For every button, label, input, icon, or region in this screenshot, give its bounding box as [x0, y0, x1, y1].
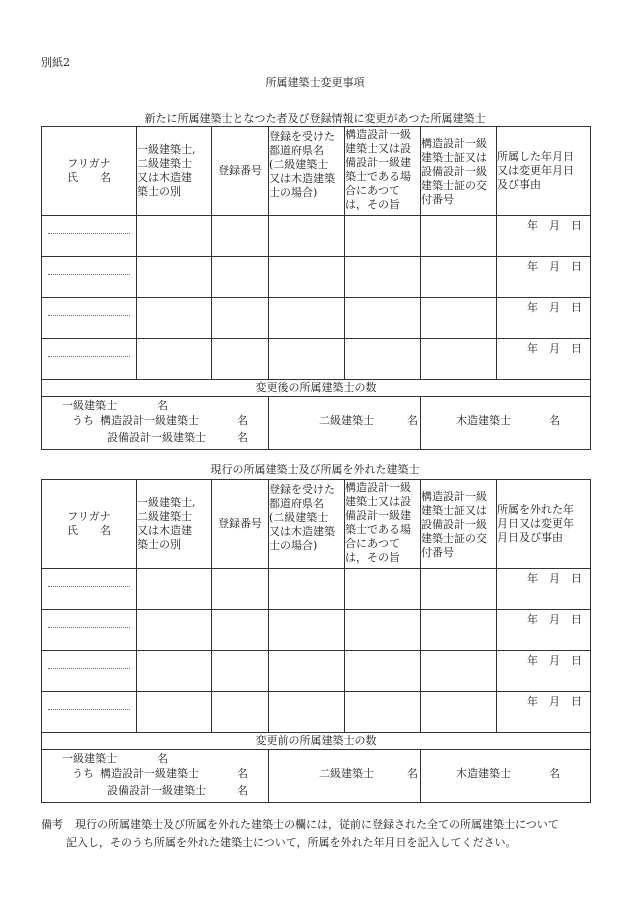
- uchi-label: うち: [72, 414, 94, 427]
- header-prefecture: 登録を受けた 都道府県名 (二級建築士 又は木造建築 士の場合): [269, 127, 345, 216]
- table-row: [42, 651, 591, 692]
- unit-label: 名: [237, 431, 248, 444]
- date-cell[interactable]: 年 月 日: [497, 651, 591, 692]
- structural-label: 構造設計一級建築士: [100, 414, 199, 427]
- table-row: [42, 339, 591, 380]
- prefecture-cell[interactable]: [269, 216, 345, 257]
- table-row: [42, 216, 591, 257]
- unit-label: 名: [407, 414, 418, 427]
- date-cell[interactable]: 年 月 日: [497, 339, 591, 380]
- section1-table: [41, 126, 591, 450]
- header-regno: 登録番号: [212, 127, 269, 216]
- class-cell[interactable]: [137, 692, 212, 733]
- summary-wood-cell[interactable]: [421, 750, 591, 803]
- regno-cell[interactable]: [212, 257, 269, 298]
- unit-label: 名: [407, 767, 418, 780]
- table-row: [42, 610, 591, 651]
- equipment-label: 設備設計一級建築士: [107, 431, 206, 444]
- class-cell[interactable]: [137, 257, 212, 298]
- annex-label: 別紙2: [41, 56, 70, 69]
- date-cell[interactable]: 年 月 日: [497, 610, 591, 651]
- wood-label: 木造建築士: [456, 767, 511, 780]
- structural-cell[interactable]: [345, 257, 421, 298]
- unit-label: 名: [549, 767, 560, 780]
- summary-title: 変更後の所属建築士の数: [42, 380, 591, 397]
- structural-label: 構造設計一級建築士: [100, 767, 199, 780]
- header-class: 一級建築士, 二級建築士 又は木造建 築士の別: [137, 480, 212, 569]
- structural-cell[interactable]: [345, 298, 421, 339]
- header-prefecture: 登録を受けた 都道府県名 (二級建築士 又は木造建築 士の場合): [269, 480, 345, 569]
- furigana-name-cell[interactable]: [42, 651, 137, 692]
- date-cell[interactable]: 年 月 日: [497, 298, 591, 339]
- furigana-name-cell[interactable]: [42, 692, 137, 733]
- table-row: [42, 692, 591, 733]
- class-cell[interactable]: [137, 339, 212, 380]
- date-cell[interactable]: 年 月 日: [497, 216, 591, 257]
- section2-table: [41, 479, 591, 803]
- unit-label: 名: [549, 414, 560, 427]
- equipment-label: 設備設計一級建築士: [107, 784, 206, 797]
- certificate-cell[interactable]: [421, 257, 497, 298]
- header-structural: 構造設計一級 建築士又は設 備設計一級建 築士である場 合にあつて は，その旨: [345, 127, 421, 216]
- prefecture-cell[interactable]: [269, 692, 345, 733]
- regno-cell[interactable]: [212, 298, 269, 339]
- header-regno: 登録番号: [212, 480, 269, 569]
- unit-label: 名: [157, 752, 168, 765]
- structural-cell[interactable]: [345, 610, 421, 651]
- table-row: [42, 569, 591, 610]
- first-class-label: 一級建築士: [62, 399, 117, 412]
- wood-label: 木造建築士: [456, 414, 511, 427]
- certificate-cell[interactable]: [421, 651, 497, 692]
- section1-caption: 新たに所属建築士となつた者及び登録情報に変更があつた所属建築士: [144, 112, 486, 125]
- certificate-cell[interactable]: [421, 339, 497, 380]
- certificate-cell[interactable]: [421, 298, 497, 339]
- structural-cell[interactable]: [345, 569, 421, 610]
- header-date: 所属を外れた年 月日又は変更年 月日及び事由: [497, 480, 591, 569]
- note-line-1: 現行の所属建築士及び所属を外れた建築士の欄には，従前に登録された全ての所属建築士について: [75, 818, 559, 831]
- regno-cell[interactable]: [212, 651, 269, 692]
- summary-second-class-cell[interactable]: [269, 397, 421, 450]
- unit-label: 名: [237, 784, 248, 797]
- header-date: 所属した年月日 又は変更年月日 及び事由: [497, 127, 591, 216]
- uchi-label: うち: [72, 767, 94, 780]
- header-name: フリガナ 氏 名: [42, 127, 137, 216]
- structural-cell[interactable]: [345, 692, 421, 733]
- note-line-2: 記入し，そのうち所属を外れた建築士について，所属を外れた年月日を記入してください。: [66, 836, 517, 849]
- certificate-cell[interactable]: [421, 569, 497, 610]
- second-class-label: 二級建築士: [319, 767, 374, 780]
- prefecture-cell[interactable]: [269, 610, 345, 651]
- regno-cell[interactable]: [212, 216, 269, 257]
- certificate-cell[interactable]: [421, 216, 497, 257]
- summary-first-class-cell[interactable]: [42, 750, 269, 803]
- furigana-name-cell[interactable]: [42, 216, 137, 257]
- regno-cell[interactable]: [212, 569, 269, 610]
- unit-label: 名: [157, 399, 168, 412]
- prefecture-cell[interactable]: [269, 298, 345, 339]
- date-cell[interactable]: 年 月 日: [497, 692, 591, 733]
- prefecture-cell[interactable]: [269, 257, 345, 298]
- table-row: [42, 298, 591, 339]
- section2-block: [41, 479, 590, 803]
- header-structural: 構造設計一級 建築士又は設 備設計一級建 築士である場 合にあつて は，その旨: [345, 480, 421, 569]
- table-row: [42, 257, 591, 298]
- unit-label: 名: [237, 767, 248, 780]
- furigana-name-cell[interactable]: [42, 339, 137, 380]
- summary-first-class-cell[interactable]: [42, 397, 269, 450]
- section2-caption: 現行の所属建築士及び所属を外れた建築士: [210, 463, 420, 476]
- note-prefix: 備考: [41, 818, 63, 831]
- header-name: フリガナ 氏 名: [42, 480, 137, 569]
- second-class-label: 二級建築士: [319, 414, 374, 427]
- class-cell[interactable]: [137, 569, 212, 610]
- regno-cell[interactable]: [212, 339, 269, 380]
- header-certificate: 構造設計一級 建築士証又は 設備設計一級 建築士証の交 付番号: [421, 127, 497, 216]
- class-cell[interactable]: [137, 298, 212, 339]
- furigana-name-cell[interactable]: [42, 610, 137, 651]
- summary-wood-cell[interactable]: [421, 397, 591, 450]
- furigana-name-cell[interactable]: [42, 257, 137, 298]
- summary-title: 変更前の所属建築士の数: [42, 733, 591, 750]
- header-class: 一級建築士, 二級建築士 又は木造建 築士の別: [137, 127, 212, 216]
- document-title: 所属建築士変更事項: [265, 76, 365, 89]
- class-cell[interactable]: [137, 651, 212, 692]
- prefecture-cell[interactable]: [269, 651, 345, 692]
- class-cell[interactable]: [137, 216, 212, 257]
- header-certificate: 構造設計一級 建築士証又は 設備設計一級 建築士証の交 付番号: [421, 480, 497, 569]
- date-cell[interactable]: 年 月 日: [497, 569, 591, 610]
- structural-cell[interactable]: [345, 216, 421, 257]
- certificate-cell[interactable]: [421, 610, 497, 651]
- structural-cell[interactable]: [345, 651, 421, 692]
- date-cell[interactable]: 年 月 日: [497, 257, 591, 298]
- class-cell[interactable]: [137, 610, 212, 651]
- section1-block: [41, 126, 590, 450]
- structural-cell[interactable]: [345, 339, 421, 380]
- prefecture-cell[interactable]: [269, 339, 345, 380]
- regno-cell[interactable]: [212, 692, 269, 733]
- regno-cell[interactable]: [212, 610, 269, 651]
- unit-label: 名: [237, 414, 248, 427]
- first-class-label: 一級建築士: [62, 752, 117, 765]
- furigana-name-cell[interactable]: [42, 569, 137, 610]
- certificate-cell[interactable]: [421, 692, 497, 733]
- prefecture-cell[interactable]: [269, 569, 345, 610]
- furigana-name-cell[interactable]: [42, 298, 137, 339]
- summary-second-class-cell[interactable]: [269, 750, 421, 803]
